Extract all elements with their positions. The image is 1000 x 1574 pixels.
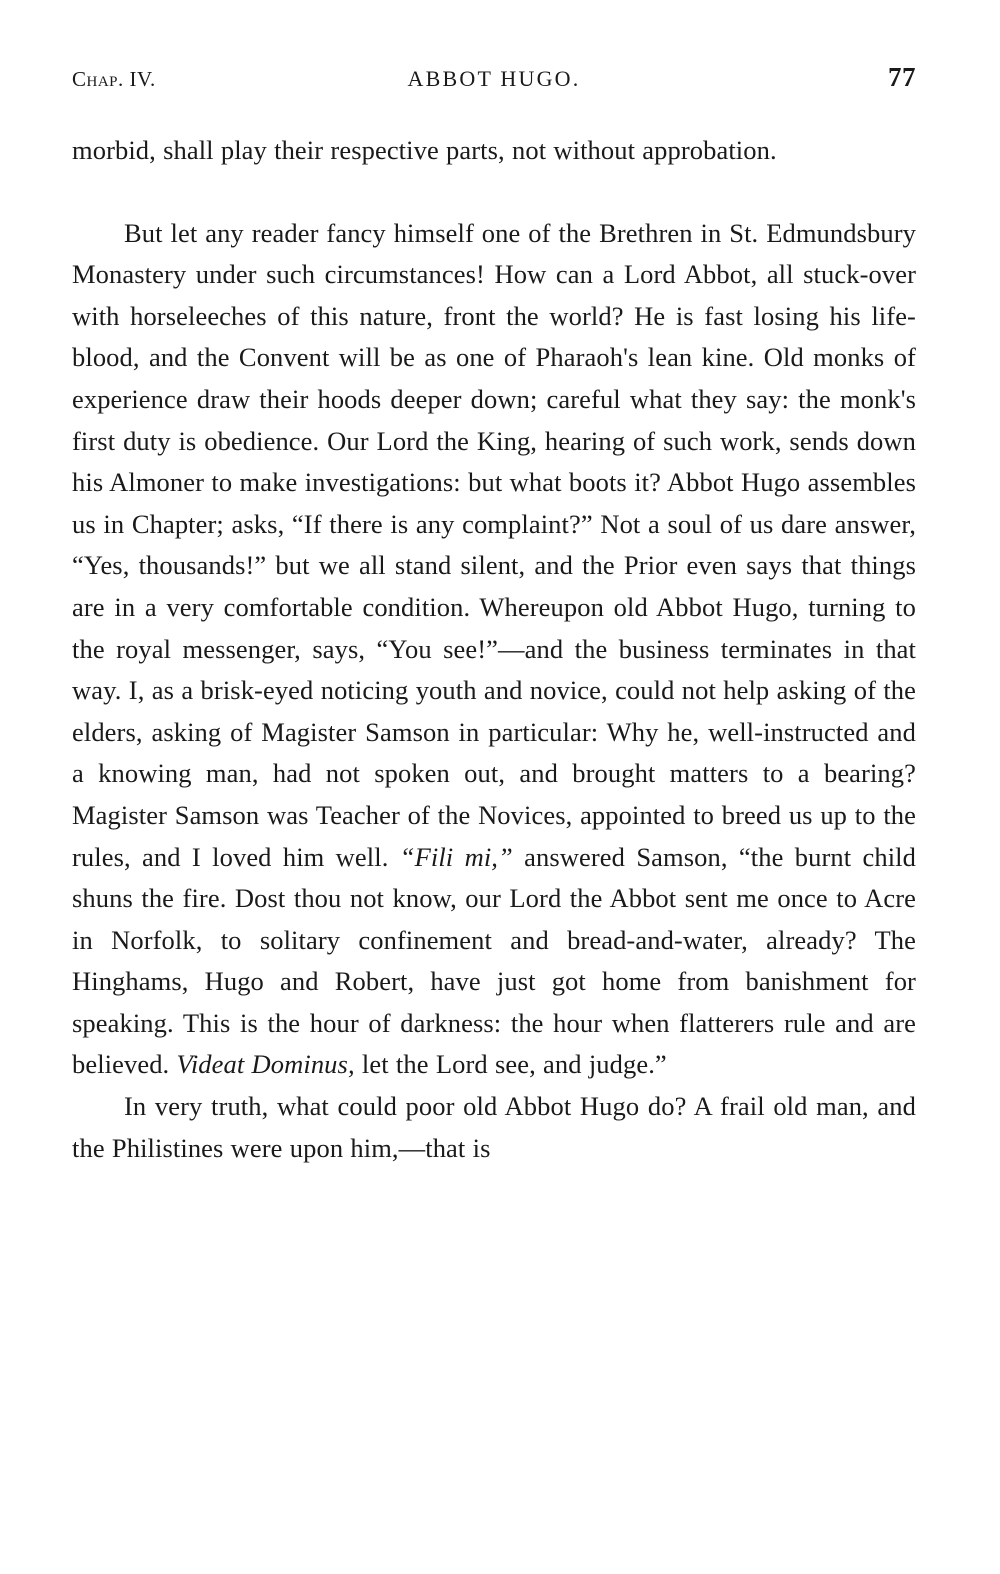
latin-phrase-videat-dominus: Videat Dominus, (176, 1049, 355, 1080)
chapter-label: Chap. IV. (72, 67, 156, 91)
page-title: ABBOT HUGO. (407, 66, 581, 91)
running-head (72, 62, 916, 108)
paragraph-main (72, 213, 916, 1086)
paragraph-main-part1: But let any reader fancy himself one of the Brethren in St. Edmundsbury Monastery under such circumstances! How can a Lord Abbot, all stuck-over with horseleeches of this nature, front the world? He is fast losing his life-blood, and the Convent will be as one of Pharaoh's lean kine. Old monks of experience draw their hoods deeper down; careful what they say: the monk's first duty is obedience. Our Lord the King, hearing of such work, sends down his Almoner to make investigations: but what boots it? Abbot Hugo assembles us in Chapter; asks, “If there is any complaint?” Not a soul of us dare answer, “Yes, thousands!” but we all stand silent, and the Prior even says that things are in a very comfortable condition. Whereupon old Abbot Hugo, turning to the royal messenger, says, “You see!”—and the business terminates in that way. I, as a brisk-eyed noticing youth and novice, could not help asking of the elders, asking of Magister Samson in particular: Why he, well-instructed and a knowing man, had not spoken out, and brought matters to a bearing? Magister Samson was Teacher of the Novices, appointed to breed us up to the rules, and I loved him well. (72, 217, 916, 872)
latin-phrase-fili-mi: “Fili mi,” (399, 841, 513, 872)
paragraph-main-part2: answered Samson, “the burnt child shuns the fire. Dost thou not know, our Lord the Abbot sent me once to Acre in Norfolk, to solitary confinement and bread-and-water, already? The Hinghams, Hugo and Robert, have just got home from banishment for speaking. This is the hour of darkness: the hour when flatterers rule and are believed. (72, 841, 916, 1080)
paragraph-last: In very truth, what could poor old Abbot Hugo do? A frail old man, and the Philistines were upon him,—that is (72, 1091, 916, 1163)
paragraph-spacer (72, 172, 916, 213)
body-text (72, 130, 916, 1169)
page-number: 77 (888, 62, 916, 92)
paragraph-continued: morbid, shall play their respective parts, not without approbation. (72, 135, 777, 165)
paragraph-main-part3: let the Lord see, and judge.” (354, 1049, 667, 1080)
